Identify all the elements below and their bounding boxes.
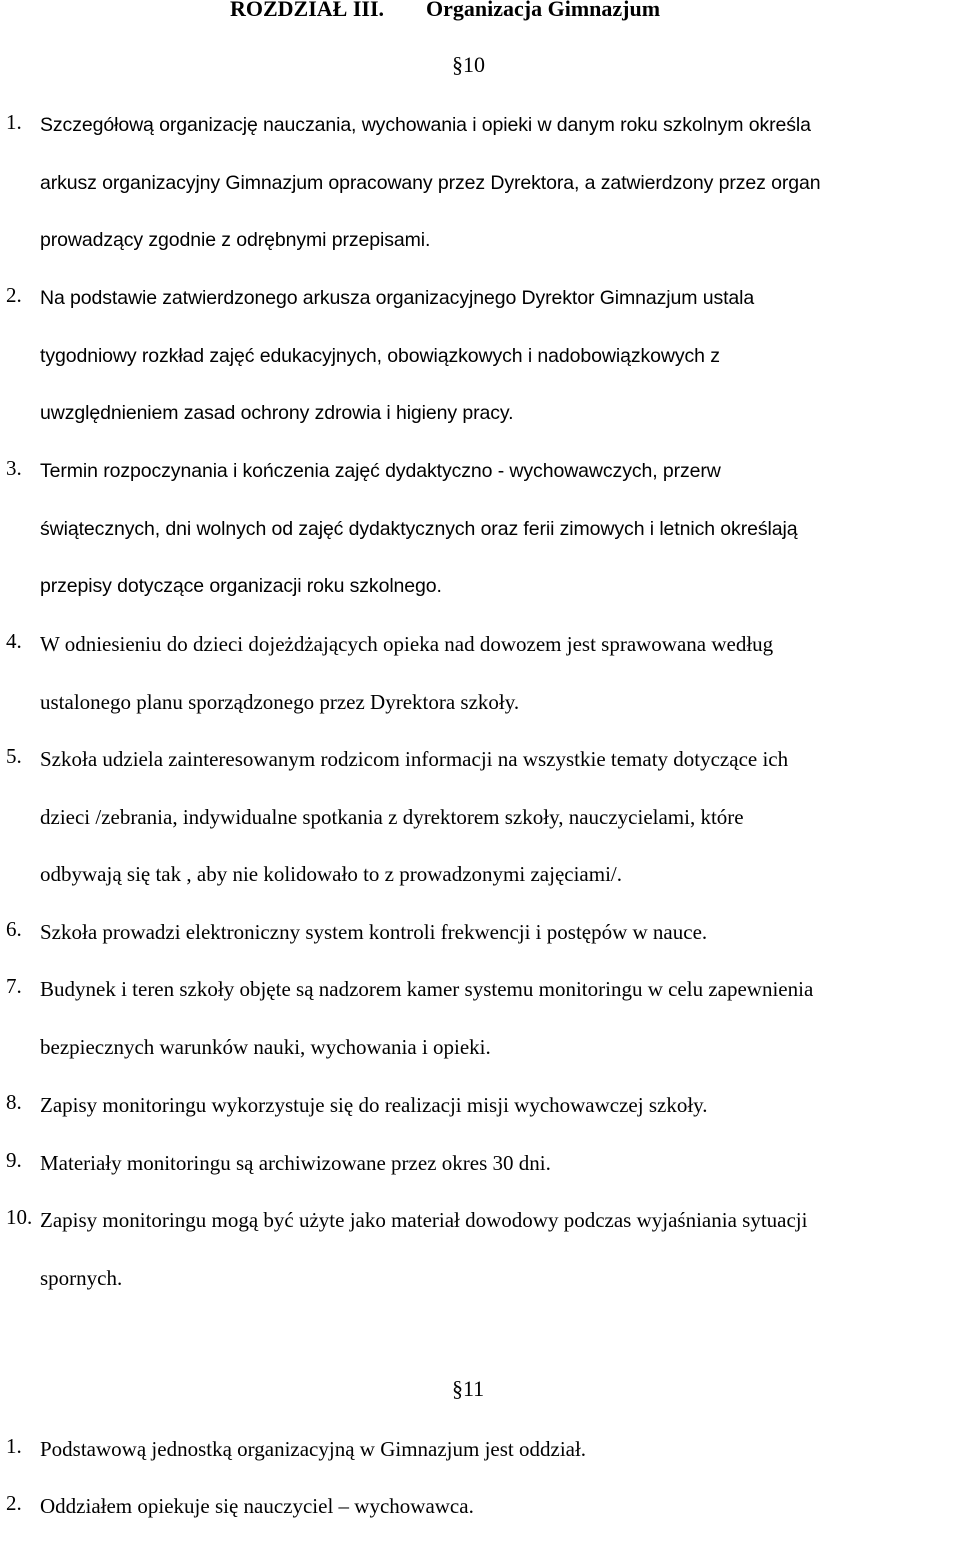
item-text [40,456,960,629]
item-text [40,1090,960,1148]
item-text [40,1434,960,1492]
text-line: Szczegółową organizację nauczania, wychowania i opieki w danym roku szkolnym określa [40,114,811,136]
item-text [40,974,960,1089]
item-number: 10. [6,1205,33,1229]
text-line: Podstawową jednostką organizacyjną w Gimnazjum jest oddział. [40,1437,587,1461]
text-line: spornych. [40,1265,123,1290]
chapter-label: ROZDZIAŁ III. [230,0,385,21]
item-number: 2. [6,283,22,307]
item-number: 8. [6,1090,22,1114]
text-line: Zapisy monitoringu mogą być użyte jako materiał dowodowy podczas wyjaśniania sytuacji [40,1208,808,1232]
item-number: 4. [6,629,22,653]
item-number: 5. [6,744,22,768]
text-line: świątecznych, dni wolnych od zajęć dydaktycznych oraz ferii zimowych i letnich określają [40,517,798,540]
text-line: Budynek i teren szkoły objęte są nadzorem kamer systemu monitoringu w celu zapewnienia [40,977,814,1001]
chapter-title: Organizacja Gimnazjum [426,0,661,21]
text-line: arkusz organizacyjny Gimnazjum opracowany przez Dyrektora, a zatwierdzony przez organ [40,171,821,194]
text-line: Oddziałem opiekuje się nauczyciel – wychowawca. [40,1494,474,1518]
item-text [40,1148,960,1206]
text-line: prowadzący zgodnie z odrębnymi przepisami. [40,229,431,252]
item-text [40,917,960,975]
section-mark-10: §10 [452,52,485,77]
item-number: 7. [6,974,22,998]
text-line: przepisy dotyczące organizacji roku szkolnego. [40,575,442,598]
text-line: Termin rozpoczynania i kończenia zajęć dydaktyczno - wychowawczych, przerw [40,460,721,482]
text-line: ustalonego planu sporządzonego przez Dyrektora szkoły. [40,689,520,714]
text-line: Szkoła udziela zainteresowanym rodzicom informacji na wszystkie tematy dotyczące ich [40,747,789,771]
item-text [40,744,960,917]
text-line: Szkoła prowadzi elektroniczny system kontroli frekwencji i postępów w nauce. [40,920,708,944]
chapter-heading [230,0,660,22]
text-line: Na podstawie zatwierdzonego arkusza organizacyjnego Dyrektor Gimnazjum ustala [40,287,755,309]
item-number: 9. [6,1148,22,1172]
item-number: 1. [6,1434,22,1458]
text-line: Materiały monitoringu są archiwizowane przez okres 30 dni. [40,1151,551,1175]
text-line: tygodniowy rozkład zajęć edukacyjnych, obowiązkowych i nadobowiązkowych z [40,344,720,367]
text-line: dzieci /zebrania, indywidualne spotkania z dyrektorem szkoły, nauczycielami, które [40,804,744,829]
section-mark-11: §11 [452,1376,485,1401]
item-text [40,1205,960,1320]
item-text [40,629,960,744]
text-line: W odniesieniu do dzieci dojeżdżających opieka nad dowozem jest sprawowana według [40,632,774,656]
item-text [40,110,960,283]
item-number: 6. [6,917,22,941]
item-number: 2. [6,1491,22,1515]
item-text [40,283,960,456]
item-number: 1. [6,110,22,134]
text-line: uwzględnieniem zasad ochrony zdrowia i higieny pracy. [40,402,514,425]
text-line: bezpiecznych warunków nauki, wychowania i opieki. [40,1034,491,1059]
item-number: 3. [6,456,22,480]
text-line: odbywają się tak , aby nie kolidowało to z prowadzonymi zajęciami/. [40,862,622,887]
text-line: Zapisy monitoringu wykorzystuje się do realizacji misji wychowawczej szkoły. [40,1093,708,1117]
